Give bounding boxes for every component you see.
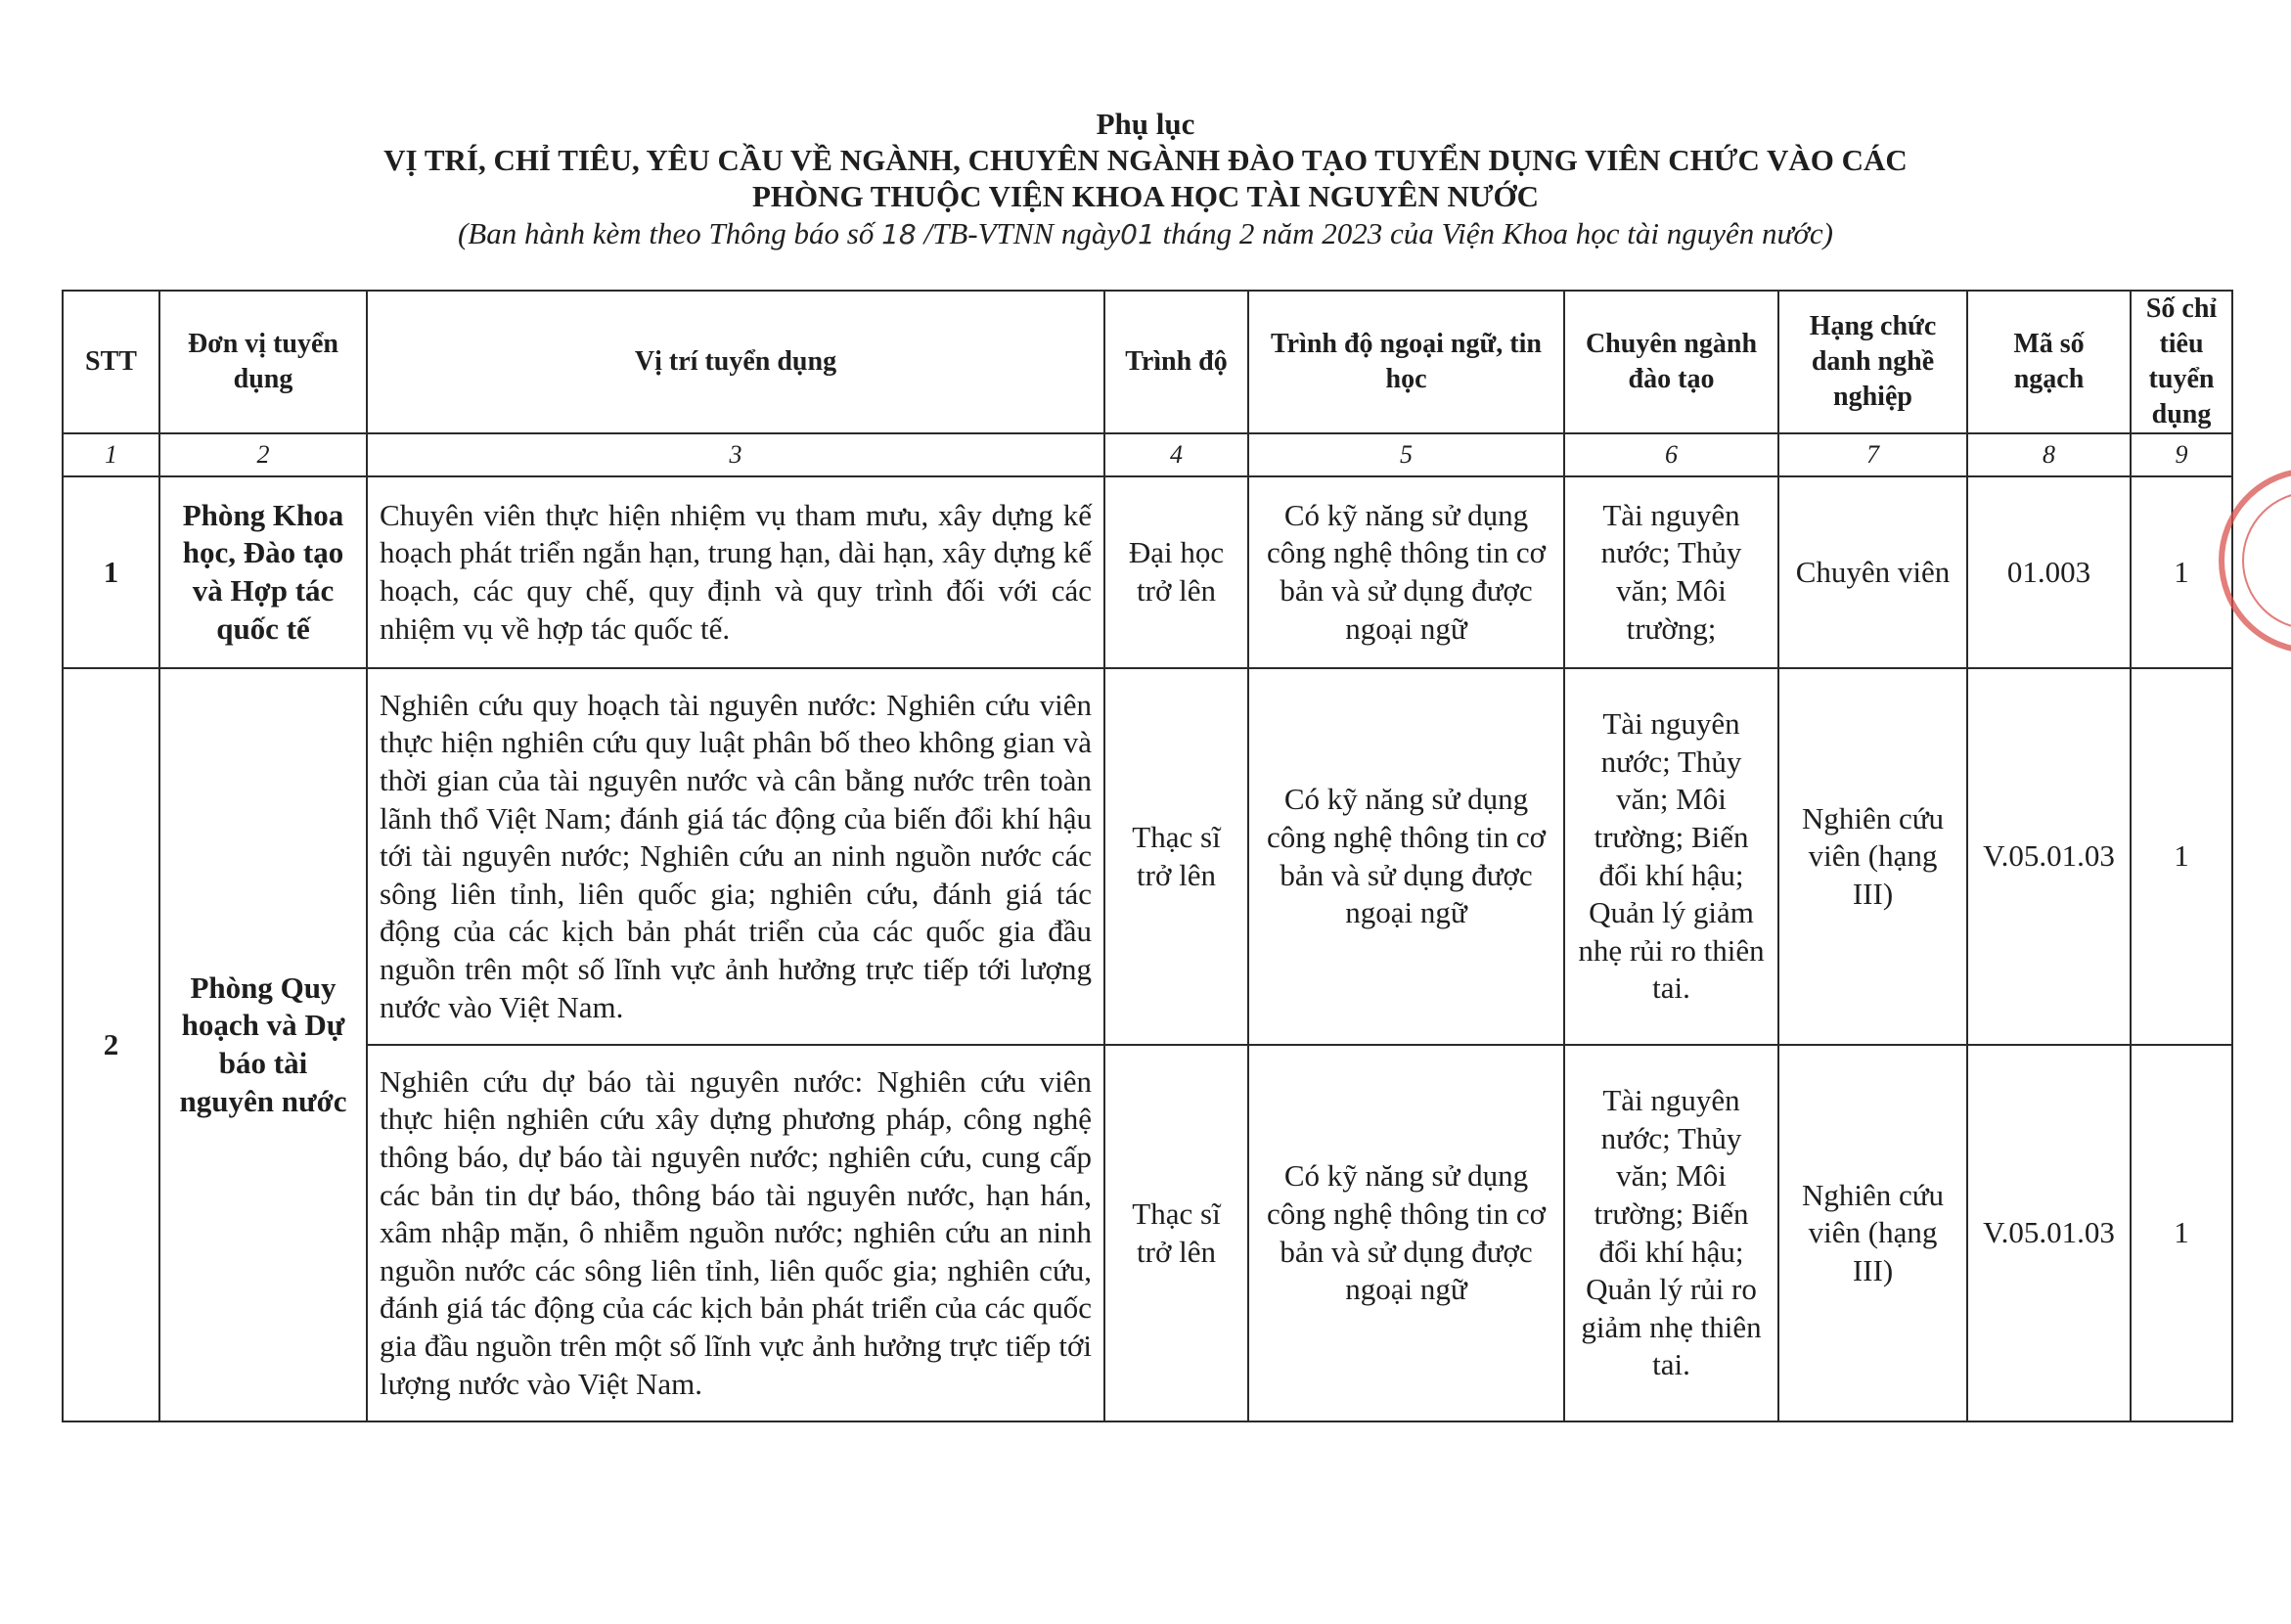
column-number: 2 <box>159 433 367 476</box>
document-header <box>0 106 2291 254</box>
column-number: 6 <box>1564 433 1778 476</box>
header-rank: Hạng chức danh nghề nghiệp <box>1778 291 1967 433</box>
table-row <box>63 476 2232 668</box>
issued-note <box>0 214 2291 254</box>
issued-mid: /TB-VTNN ngày <box>923 216 1121 250</box>
issued-day: 01 <box>1120 218 1155 250</box>
row-major: Tài nguyên nước; Thủy văn; Môi trường; <box>1564 476 1778 668</box>
column-number: 1 <box>63 433 159 476</box>
row-language-it: Có kỹ năng sử dụng công nghệ thông tin cơ bản và sử dụng được ngoại ngữ <box>1248 1045 1564 1421</box>
official-seal-inner-ring <box>2242 491 2291 630</box>
table-row <box>63 1045 2232 1421</box>
row-quota: 1 <box>2131 668 2232 1045</box>
row-quota: 1 <box>2131 476 2232 668</box>
row-code: 01.003 <box>1967 476 2131 668</box>
row-major: Tài nguyên nước; Thủy văn; Môi trường; Biến đổi khí hậu; Quản lý rủi ro giảm nhẹ thiên tai. <box>1564 1045 1778 1421</box>
header-major: Chuyên ngành đào tạo <box>1564 291 1778 433</box>
header-stt: STT <box>63 291 159 433</box>
header-unit: Đơn vị tuyển dụng <box>159 291 367 433</box>
row-stt: 1 <box>63 476 159 668</box>
row-unit: Phòng Khoa học, Đào tạo và Hợp tác quốc tế <box>159 476 367 668</box>
row-level: Đại học trở lên <box>1104 476 1248 668</box>
table-header-row <box>63 291 2232 433</box>
document-title-line-1: VỊ TRÍ, CHỈ TIÊU, YÊU CẦU VỀ NGÀNH, CHUYÊN NGÀNH ĐÀO TẠO TUYỂN DỤNG VIÊN CHỨC VÀO CÁC <box>383 143 1908 177</box>
header-language-it: Trình độ ngoại ngữ, tin học <box>1248 291 1564 433</box>
column-number: 5 <box>1248 433 1564 476</box>
column-number-row <box>63 433 2232 476</box>
row-position: Chuyên viên thực hiện nhiệm vụ tham mưu, xây dựng kế hoạch phát triển ngắn hạn, trung hạn, dài hạn, xây dựng kế hoạch, các quy chế, quy định và quy trình đối với các nhiệm vụ về hợp tác quốc tế. <box>367 476 1104 668</box>
row-code: V.05.01.03 <box>1967 668 2131 1045</box>
row-language-it: Có kỹ năng sử dụng công nghệ thông tin cơ bản và sử dụng được ngoại ngữ <box>1248 668 1564 1045</box>
row-rank: Nghiên cứu viên (hạng III) <box>1778 668 1967 1045</box>
header-quota: Số chỉ tiêu tuyển dụng <box>2131 291 2232 433</box>
document-title-line-2: PHÒNG THUỘC VIỆN KHOA HỌC TÀI NGUYÊN NƯỚC <box>751 179 1540 213</box>
row-level: Thạc sĩ trở lên <box>1104 1045 1248 1421</box>
appendix-title: Phụ lục <box>1096 107 1195 141</box>
issued-number: 18 <box>881 218 917 250</box>
column-number: 3 <box>367 433 1104 476</box>
row-code: V.05.01.03 <box>1967 1045 2131 1421</box>
row-position: Nghiên cứu quy hoạch tài nguyên nước: Nghiên cứu viên thực hiện nghiên cứu quy luật phân bố theo không gian và thời gian của tài nguyên nước và cân bằng nước trên toàn lãnh thổ Việt Nam; đánh giá tác động của biến đổi khí hậu tới tài nguyên nước; Nghiên cứu an ninh nguồn nước các sông liên tỉnh, liên quốc gia; nghiên cứu, đánh giá tác động của các kịch bản phát triển của các quốc gia đầu nguồn trên một số lĩnh vực ảnh hưởng trực tiếp tới lượng nước vào Việt Nam. <box>367 668 1104 1045</box>
header-position: Vị trí tuyển dụng <box>367 291 1104 433</box>
column-number: 9 <box>2131 433 2232 476</box>
row-rank: Nghiên cứu viên (hạng III) <box>1778 1045 1967 1421</box>
column-number: 7 <box>1778 433 1967 476</box>
row-language-it: Có kỹ năng sử dụng công nghệ thông tin cơ bản và sử dụng được ngoại ngữ <box>1248 476 1564 668</box>
recruitment-table <box>62 290 2233 1422</box>
issued-prefix: (Ban hành kèm theo Thông báo số <box>457 216 875 250</box>
table-row <box>63 668 2232 1045</box>
row-level: Thạc sĩ trở lên <box>1104 668 1248 1045</box>
header-code: Mã số ngạch <box>1967 291 2131 433</box>
row-major: Tài nguyên nước; Thủy văn; Môi trường; Biến đổi khí hậu; Quản lý giảm nhẹ rủi ro thiên tai. <box>1564 668 1778 1045</box>
row-stt: 2 <box>63 668 159 1421</box>
issued-suffix: tháng 2 năm 2023 của Viện Khoa học tài nguyên nước) <box>1162 216 1833 250</box>
column-number: 4 <box>1104 433 1248 476</box>
row-position: Nghiên cứu dự báo tài nguyên nước: Nghiên cứu viên thực hiện nghiên cứu xây dựng phương pháp, công nghệ thông báo, dự báo tài nguyên nước; nghiên cứu, cung cấp các bản tin dự báo, thông báo tài nguyên nước, hạn hán, xâm nhập mặn, ô nhiễm nguồn nước; nghiên cứu an ninh nguồn nước các sông liên tỉnh, liên quốc gia; nghiên cứu, đánh giá tác động của các kịch bản phát triển của các quốc gia đầu nguồn trên một số lĩnh vực ảnh hưởng trực tiếp tới lượng nước vào Việt Nam. <box>367 1045 1104 1421</box>
row-unit: Phòng Quy hoạch và Dự báo tài nguyên nước <box>159 668 367 1421</box>
header-level: Trình độ <box>1104 291 1248 433</box>
row-quota: 1 <box>2131 1045 2232 1421</box>
column-number: 8 <box>1967 433 2131 476</box>
row-rank: Chuyên viên <box>1778 476 1967 668</box>
